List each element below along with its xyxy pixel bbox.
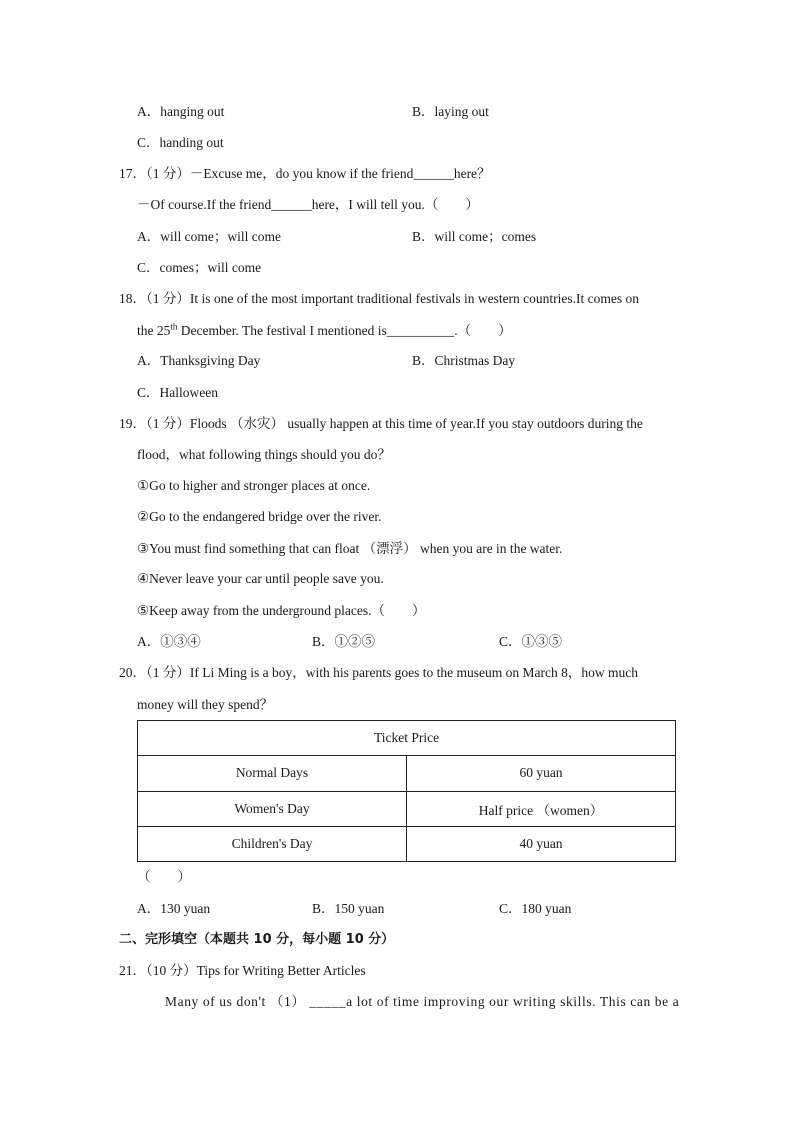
q19-item-5: ⑤Keep away from the underground places.（ ） — [137, 603, 426, 618]
table-row — [138, 791, 676, 826]
table-cell: 60 yuan — [407, 756, 676, 791]
ticket-price-table — [137, 720, 676, 862]
q18-option-b: B．Christmas Day — [412, 353, 516, 368]
q19-stem: 19．（1 分）Floods （水灾） usually happen at this time of year.If you stay outdoors during the — [119, 416, 643, 431]
q21-stem: 21．（10 分）Tips for Writing Better Articles — [119, 963, 366, 978]
q18-line2-pre: the 25 — [137, 323, 171, 338]
q20-option-a: A．130 yuan — [137, 901, 211, 916]
q17-line2: －Of course.If the friend______here，I will tell you.（ ） — [137, 197, 479, 212]
table-row — [138, 756, 676, 791]
q19-item-2: ②Go to the endangered bridge over the river. — [137, 509, 382, 524]
table-cell: Women's Day — [138, 791, 407, 826]
q17-option-a: A．will come；will come — [137, 229, 281, 244]
q16-option-c: C．handing out — [137, 135, 224, 150]
q17-stem: 17．（1 分）－Excuse me，do you know if the friend______here？ — [119, 166, 491, 181]
q20-option-b: B．150 yuan — [312, 901, 385, 916]
q16-option-b: B．laying out — [412, 104, 489, 119]
q19-line2: flood，what following things should you do？ — [137, 447, 391, 462]
q19-option-a: A．①③④ — [137, 634, 201, 649]
q18-line2-sup: th — [170, 321, 178, 332]
table-cell: 40 yuan — [407, 826, 676, 861]
q18-option-c: C．Halloween — [137, 385, 218, 400]
table-cell: Children's Day — [138, 826, 407, 861]
q21-paragraph: Many of us don't （1） _____a lot of time improving our writing skills. This can be a — [165, 994, 680, 1009]
q16-option-a: A．hanging out — [137, 104, 225, 119]
q18-line2-post: December. The festival I mentioned is__________.（ ） — [177, 323, 512, 338]
q19-item-4: ④Never leave your car until people save you. — [137, 571, 384, 586]
q17-option-b: B．will come；comes — [412, 229, 537, 244]
q19-item-1: ①Go to higher and stronger places at once. — [137, 478, 371, 493]
q20-option-c: C．180 yuan — [499, 901, 572, 916]
table-row — [138, 721, 676, 756]
q20-stem: 20．（1 分）If Li Ming is a boy，with his parents goes to the museum on March 8，how much — [119, 665, 638, 680]
table-row — [138, 826, 676, 861]
q19-item-3: ③You must find something that can float （漂浮） when you are in the water. — [137, 541, 563, 556]
q20-answer-paren: （ ） — [137, 869, 191, 884]
table-cell: Normal Days — [138, 756, 407, 791]
q18-line2 — [137, 322, 512, 340]
q17-option-c: C．comes；will come — [137, 260, 262, 275]
q19-option-c: C．①③⑤ — [499, 634, 563, 649]
q20-line2: money will they spend？ — [137, 697, 274, 712]
q18-stem: 18．（1 分）It is one of the most important traditional festivals in western countries.It comes on — [119, 291, 640, 306]
q18-option-a: A．Thanksgiving Day — [137, 353, 261, 368]
section-heading: 二、完形填空（本题共 10 分，每小题 10 分） — [119, 932, 395, 947]
table-header: Ticket Price — [138, 721, 676, 756]
table-cell: Half price （women） — [407, 791, 676, 826]
q19-option-b: B．①②⑤ — [312, 634, 376, 649]
